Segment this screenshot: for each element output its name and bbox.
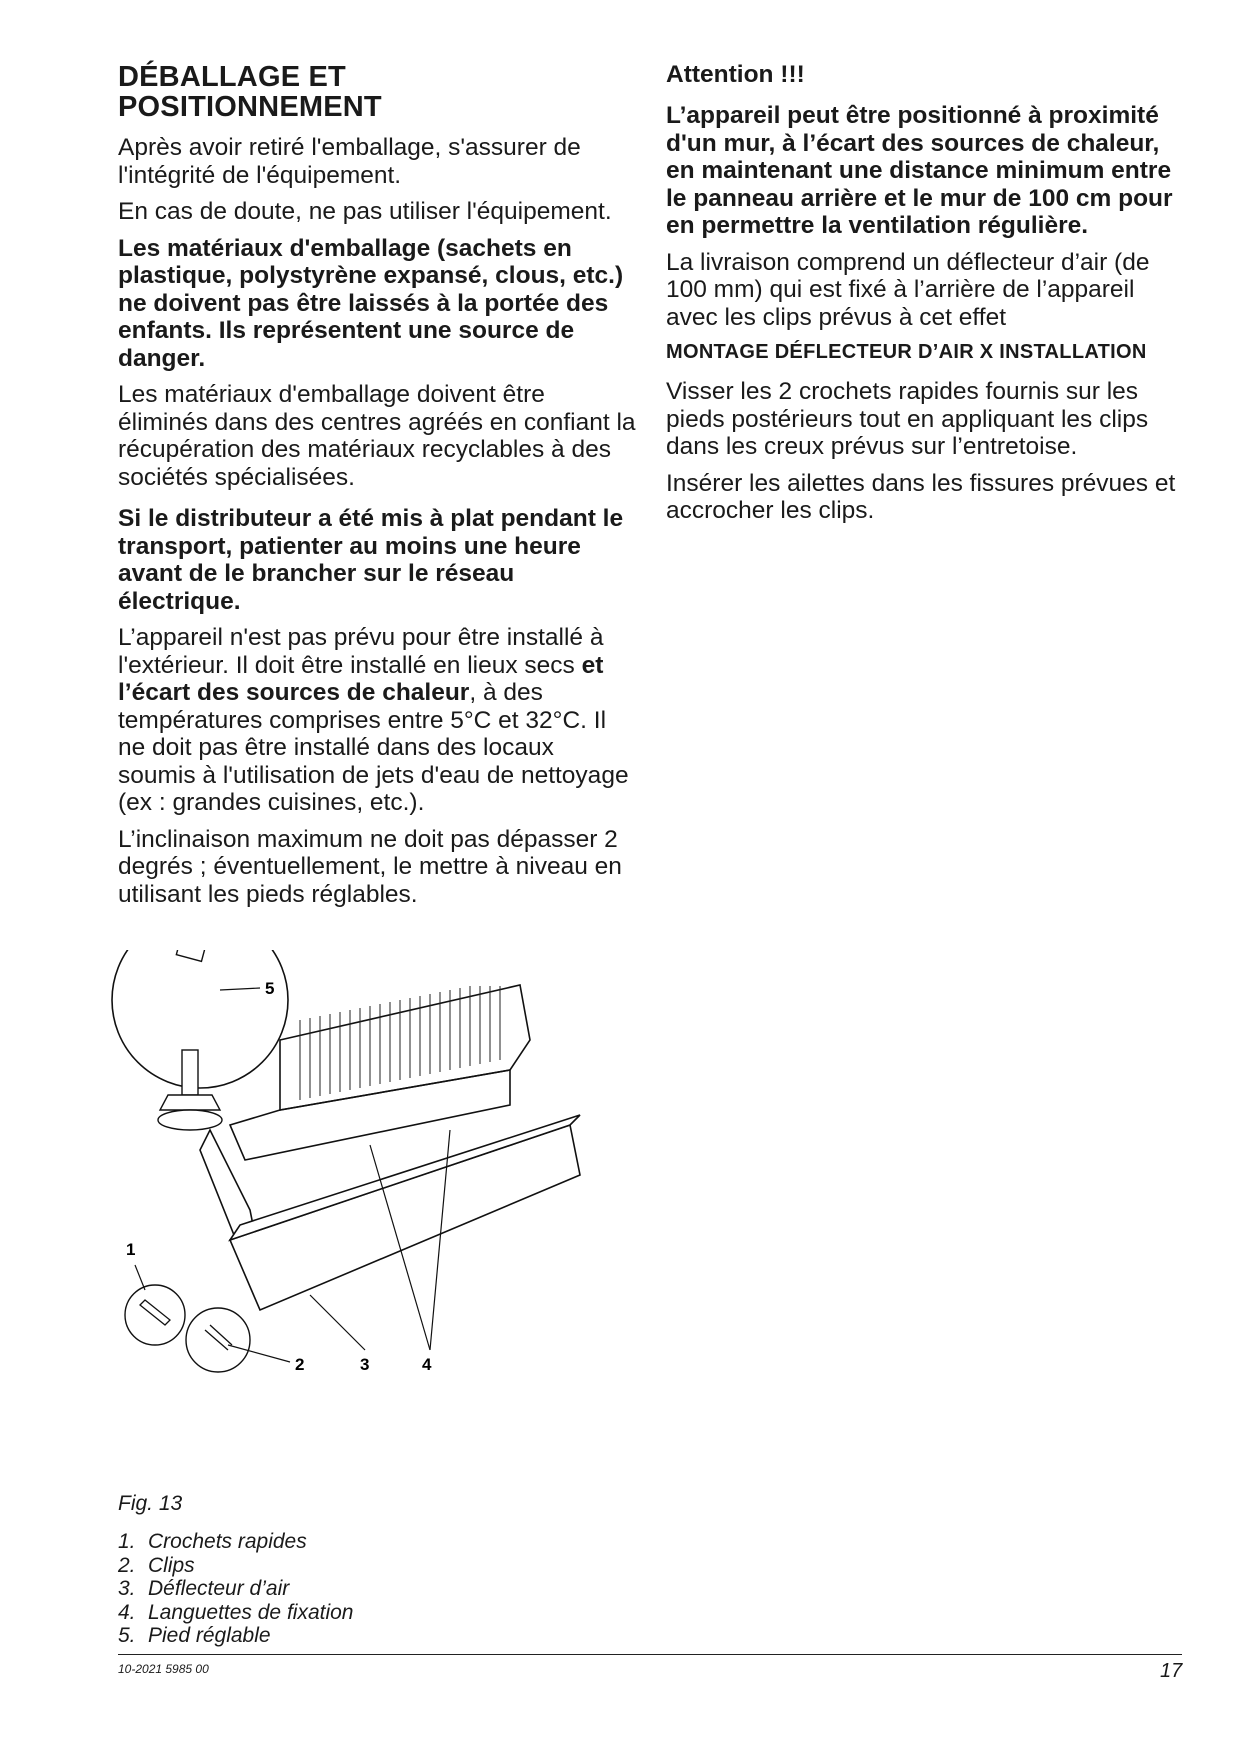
paragraph-unpacking: Après avoir retiré l'emballage, s'assurer de l'intégrité de l'équipement. <box>118 134 581 189</box>
installation-text-a: L’appareil n'est pas prévu pour être installé à l'extérieur. Il doit être installé en lieux secs <box>118 624 604 679</box>
legend-number: 5. <box>118 1624 136 1647</box>
paragraph-doubt: En cas de doute, ne pas utiliser l'équipement. <box>118 198 612 225</box>
paragraph-disposal: Les matériaux d'emballage doivent être éliminés dans des centres agréés en confiant la récupération des matériaux recyclables à des sociétés spécialisées. <box>118 381 636 491</box>
legend-item <box>118 1530 354 1554</box>
installation-text-bold: et l’écart des sources de chaleur <box>118 651 604 706</box>
installation-text-b: , à des températures comprises entre 5°C et 32°C. Il ne doit pas être installé dans des locaux soumis à l'utilisation de jets d'eau de nettoyage (ex : grandes cuisines, etc.). <box>118 679 629 816</box>
heading-line-2: POSITIONNEMENT <box>118 91 382 123</box>
page-number: 17 <box>1160 1660 1183 1682</box>
air-deflector <box>230 1115 580 1310</box>
legend-text: Déflecteur d’air <box>148 1577 290 1600</box>
heading-line-1: DÉBALLAGE ET <box>118 61 346 93</box>
detail-circle-foot <box>112 950 288 1088</box>
legend-number: 1. <box>118 1530 136 1553</box>
detail-circle-hooks <box>125 1285 185 1345</box>
left-column <box>118 62 638 917</box>
warning-wall-distance: L’appareil peut être positionné à proximité d'un mur, à l’écart des sources de chaleur, en maintenant une distance minimum entre le panneau arrière et le mur de 100 cm pour en permettre la ventilation régulière. <box>666 102 1173 239</box>
legend-text: Languettes de fixation <box>148 1600 354 1624</box>
section-heading <box>118 62 638 122</box>
paragraph-installation-location <box>118 624 638 817</box>
footer-divider <box>118 1654 1182 1655</box>
attention-heading: Attention !!! <box>666 61 805 88</box>
callout-4: 4 <box>422 1355 432 1374</box>
detail-circle-clips <box>186 1308 250 1372</box>
paragraph-fins: Insérer les ailettes dans les fissures prévues et accrocher les clips. <box>666 469 1176 524</box>
legend-item <box>118 1554 354 1578</box>
paragraph-hooks: Visser les 2 crochets rapides fournis sur les pieds postérieurs tout en appliquant les clips dans les creux prévus sur l’entretoise. <box>666 378 1149 460</box>
legend-text: Crochets rapides <box>148 1530 307 1553</box>
document-reference: 10-2021 5985 00 <box>118 1662 209 1676</box>
legend-item <box>118 1624 354 1648</box>
paragraph-inclination: L’inclinaison maximum ne doit pas dépasser 2 degrés ; éventuellement, le mettre à niveau en utilisant les pieds réglables. <box>118 825 622 908</box>
legend-number: 4. <box>118 1600 136 1624</box>
warning-transport: Si le distributeur a été mis à plat pendant le transport, patienter au moins une heure avant de le brancher sur le réseau électrique. <box>118 505 624 615</box>
right-column <box>666 62 1186 534</box>
legend-number: 3. <box>118 1577 136 1600</box>
legend-item <box>118 1577 354 1601</box>
warning-packaging-materials: Les matériaux d'emballage (sachets en plastique, polystyrène expansé, clous, etc.) ne doivent pas être laissés à la portée des enfants. Ils représentent une source de danger. <box>118 234 624 372</box>
legend-item <box>118 1601 354 1625</box>
legend-text: Clips <box>148 1553 195 1577</box>
figure-caption: Fig. 13 <box>118 1492 183 1515</box>
callout-2: 2 <box>295 1355 305 1374</box>
callout-3: 3 <box>360 1355 370 1374</box>
legend-text: Pied réglable <box>148 1624 271 1647</box>
subheading-deflector-mounting: MONTAGE DÉFLECTEUR D’AIR X INSTALLATION <box>666 341 1147 363</box>
legend-number: 2. <box>118 1553 136 1577</box>
callout-1: 1 <box>126 1240 136 1259</box>
vent-grille <box>300 986 500 1100</box>
callout-5: 5 <box>265 979 275 998</box>
installation-illustration <box>110 950 650 1470</box>
paragraph-deflector-delivery: La livraison comprend un déflecteur d’air (de 100 mm) qui est fixé à l’arrière de l’appareil avec les clips prévus à cet effet <box>666 248 1150 331</box>
figure-legend <box>118 1530 354 1648</box>
